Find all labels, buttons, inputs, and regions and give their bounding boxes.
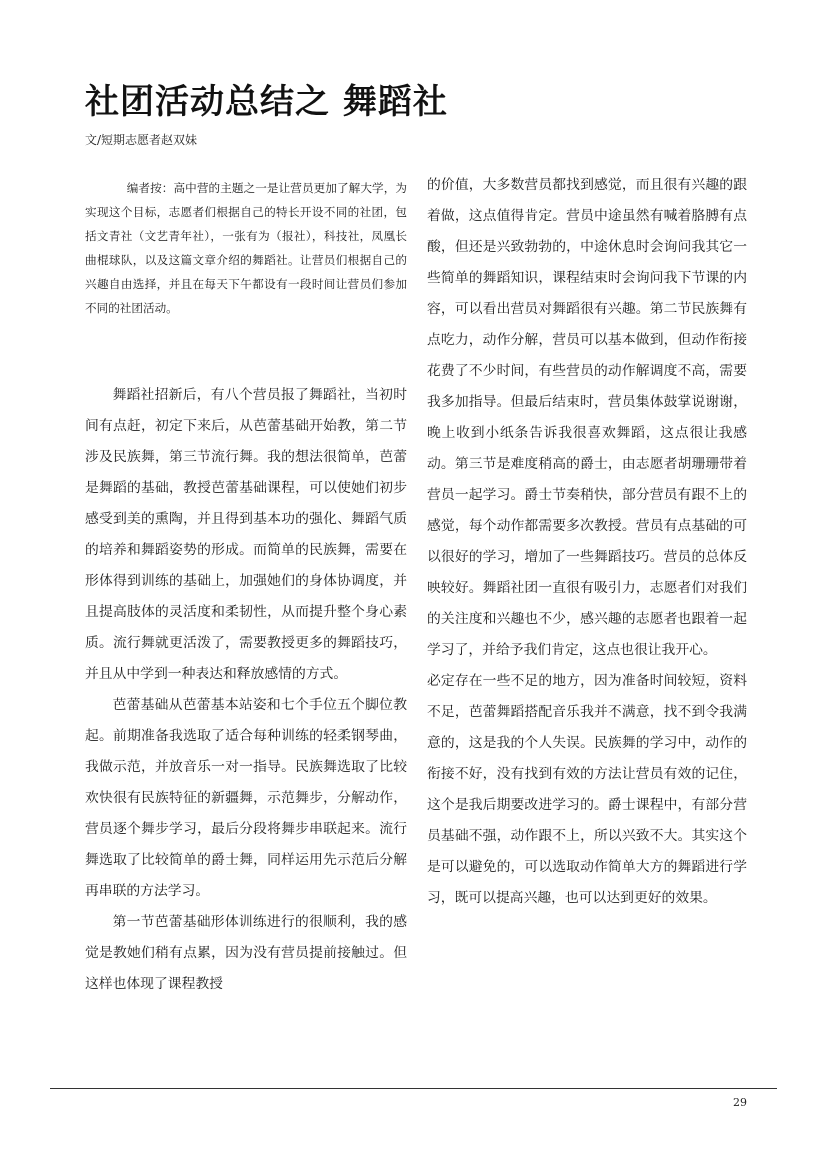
article-byline: 文/短期志愿者赵双妹 — [85, 133, 198, 147]
body-paragraph-3: 第一节芭蕾基础形体训练进行的很顺利，我的感觉是教她们稍有点累，因为没有营员提前接触过。但这样也体现了课程教授 — [85, 914, 407, 992]
left-body — [85, 380, 407, 1000]
body-paragraph-3-continued: 的价值，大多数营员都找到感觉，而且很有兴趣的跟着做，这点值得肯定。营员中途虽然有喊着胳膊有点酸，但还是兴致勃勃的，中途休息时会询问我其它一些简单的舞蹈知识，课程结束时会询问我下节课的内容，可以看出营员对舞蹈很有兴趣。第二节民族舞有点吃力，动作分解，营员可以基本做到，但动作衔接花费了不少时间，有些营员的动作解调度不高，需要我多加指导。但最后结束时，营员集体鼓掌说谢谢，晚上收到小纸条告诉我很喜欢舞蹈，这点很让我感动。第三节是难度稍高的爵士，由志愿者胡珊珊带着营员一起学习。爵士节奏稍快，部分营员有跟不上的感觉，每个动作都需要多次教授。营员有点基础的可以很好的学习，增加了一些舞蹈技巧。营员的总体反映较好。舞蹈社团一直很有吸引力，志愿者们对我们的关注度和兴趣也不少，感兴趣的志愿者也跟着一起学习了，并给予我们肯定，这点也很让我开心。 — [427, 177, 747, 658]
right-body — [427, 170, 747, 914]
page-number: 29 — [733, 1096, 747, 1109]
body-paragraph-4: 必定存在一些不足的地方，因为准备时间较短，资料不足，芭蕾舞蹈搭配音乐我并不满意，找不到令我满意的，这是我的个人失误。民族舞的学习中，动作的衔接不好，没有找到有效的方法让营员有效的记住，这个是我后期要改进学习的。爵士课程中，有部分营员基础不强，动作跟不上，所以兴致不大。其实这个是可以避免的，可以选取动作简单大方的舞蹈进行学习，既可以提高兴趣，也可以达到更好的效果。 — [427, 673, 747, 906]
editor-note: 编者按：高中营的主题之一是让营员更加了解大学，为实现这个目标，志愿者们根据自己的特长开设不同的社团，包括文青社（文艺青年社），一张有为（报社），科技社，凤凰长曲棍球队，以及这篇文章介绍的舞蹈社。让营员们根据自己的兴趣自由选择，并且在每天下午都设有一段时间让营员们参加不同的社团活动。 — [85, 181, 407, 315]
body-paragraph-1: 舞蹈社招新后，有八个营员报了舞蹈社，当初时间有点赶，初定下来后，从芭蕾基础开始教，第二节涉及民族舞，第三节流行舞。我的想法很简单，芭蕾是舞蹈的基础，教授芭蕾基础课程，可以使她们初步感受到美的熏陶，并且得到基本功的强化、舞蹈气质的培养和舞蹈姿势的形成。而简单的民族舞，需要在形体得到训练的基础上，加强她们的身体协调度，并且提高肢体的灵活度和柔韧性，从而提升整个身心素质。流行舞就更活泼了，需要教授更多的舞蹈技巧，并且从中学到一种表达和释放感情的方式。 — [85, 387, 407, 682]
article-title: 社团活动总结之 舞蹈社 — [85, 82, 448, 122]
footer-rule — [50, 1088, 777, 1089]
body-paragraph-2: 芭蕾基础从芭蕾基本站姿和七个手位五个脚位教起。前期准备我选取了适合每种训练的轻柔钢琴曲，我做示范，并放音乐一对一指导。民族舞选取了比较欢快很有民族特征的新疆舞，示范舞步，分解动作，营员逐个舞步学习，最后分段将舞步串联起来。流行舞选取了比较简单的爵士舞，同样运用先示范后分解再串联的方法学习。 — [85, 697, 407, 899]
